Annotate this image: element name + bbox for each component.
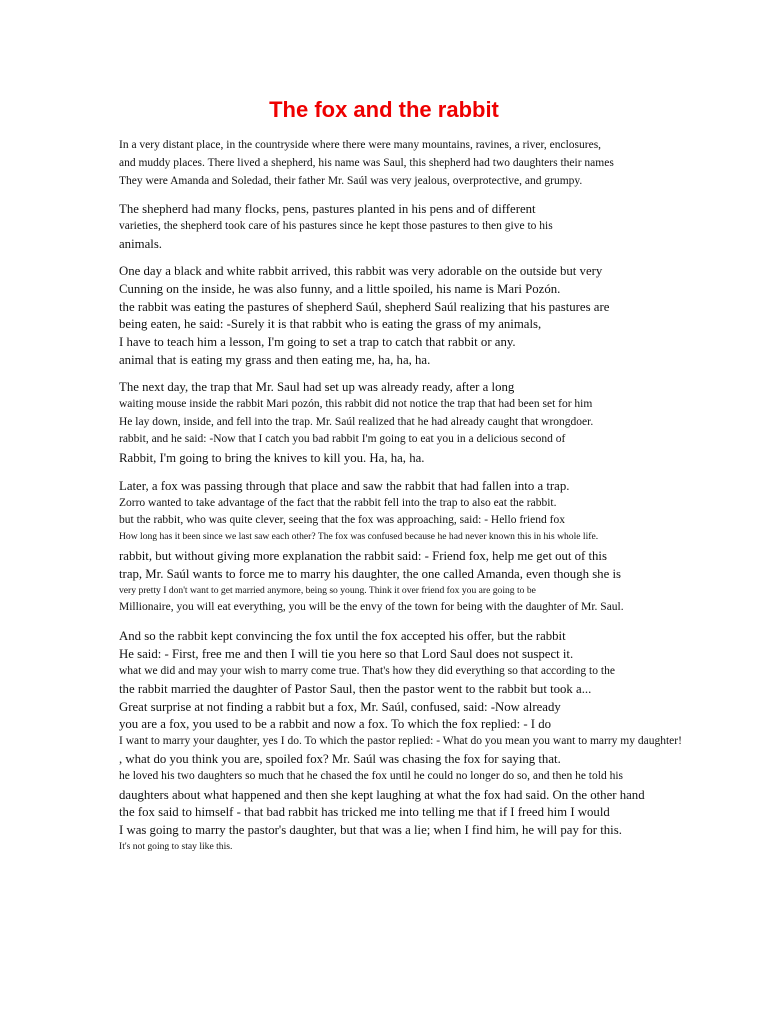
text-line: How long has it been since we last saw each other? The fox was confused because he had never known this in his whole life.	[119, 531, 599, 542]
text-line: Later, a fox was passing through that place and saw the rabbit that had fallen into a trap.	[119, 479, 570, 493]
document-title: The fox and the rabbit	[269, 97, 499, 122]
text-line: very pretty I don't want to get married anymore, being so young. Think it over friend fox you are going to be	[119, 585, 536, 596]
text-line: varieties, the shepherd took care of his pastures since he kept those pastures to then give to his	[119, 220, 553, 232]
text-line: Zorro wanted to take advantage of the fact that the rabbit fell into the trap to also eat the rabbit.	[119, 497, 557, 509]
text-line: the rabbit married the daughter of Pastor Saul, then the pastor went to the rabbit but took a...	[119, 682, 592, 696]
text-line: trap, Mr. Saúl wants to force me to marry his daughter, the one called Amanda, even though she is	[119, 567, 621, 581]
text-line: but the rabbit, who was quite clever, seeing that the fox was approaching, said: - Hello friend fox	[119, 514, 565, 526]
text-line: he loved his two daughters so much that he chased the fox until he could no longer do so, and then he told his	[119, 770, 623, 782]
text-line: waiting mouse inside the rabbit Mari pozón, this rabbit did not notice the trap that had been set for him	[119, 398, 593, 410]
text-line: and muddy places. There lived a shepherd, his name was Saul, this shepherd had two daughters their names	[119, 157, 614, 169]
text-line: you are a fox, you used to be a rabbit and now a fox. To which the fox replied: - I do	[119, 717, 552, 731]
text-line: It's not going to stay like this.	[119, 841, 233, 852]
text-line: animal that is eating my grass and then eating me, ha, ha, ha.	[119, 353, 431, 367]
text-line: The shepherd had many flocks, pens, pastures planted in his pens and of different	[119, 202, 536, 216]
text-line: being eaten, he said: -Surely it is that rabbit who is eating the grass of my animals,	[119, 317, 542, 331]
text-line: Great surprise at not finding a rabbit but a fox, Mr. Saúl, confused, said: -Now already	[119, 700, 561, 714]
text-line: the rabbit was eating the pastures of shepherd Saúl, shepherd Saúl realizing that his pastures are	[119, 300, 610, 314]
text-line: He said: - First, free me and then I will tie you here so that Lord Saul does not suspect it.	[119, 647, 574, 661]
text-line: Millionaire, you will eat everything, you will be the envy of the town for being with the daughter of Mr. Saul.	[119, 601, 624, 613]
text-line: Rabbit, I'm going to bring the knives to kill you. Ha, ha, ha.	[119, 451, 425, 465]
text-line: rabbit, but without giving more explanation the rabbit said: - Friend fox, help me get out of this	[119, 549, 607, 563]
text-line: The next day, the trap that Mr. Saul had set up was already ready, after a long	[119, 380, 515, 394]
text-line: Cunning on the inside, he was also funny, and a little spoiled, his name is Mari Pozón.	[119, 282, 561, 296]
text-line: I have to teach him a lesson, I'm going to set a trap to catch that rabbit or any.	[119, 335, 516, 349]
text-line: what we did and may your wish to marry come true. That's how they did everything so that according to the	[119, 665, 615, 677]
text-line: rabbit, and he said: -Now that I catch you bad rabbit I'm going to eat you in a delicious second of	[119, 433, 566, 445]
text-line: And so the rabbit kept convincing the fox until the fox accepted his offer, but the rabbit	[119, 629, 566, 643]
text-line: In a very distant place, in the countryside where there were many mountains, ravines, a river, enclosures,	[119, 139, 602, 151]
text-line: They were Amanda and Soledad, their father Mr. Saúl was very jealous, overprotective, and grumpy.	[119, 175, 583, 187]
text-line: I was going to marry the pastor's daughter, but that was a lie; when I find him, he will pay for this.	[119, 823, 622, 837]
text-line: I want to marry your daughter, yes I do. To which the pastor replied: - What do you mean you want to marry my daughter!	[119, 735, 682, 747]
text-line: , what do you think you are, spoiled fox? Mr. Saúl was chasing the fox for saying that.	[119, 752, 561, 766]
text-line: animals.	[119, 237, 163, 251]
text-line: One day a black and white rabbit arrived, this rabbit was very adorable on the outside but very	[119, 264, 603, 278]
text-line: He lay down, inside, and fell into the trap. Mr. Saúl realized that he had already caught that wrongdoer.	[119, 416, 594, 428]
text-line: daughters about what happened and then she kept laughing at what the fox had said. On the other hand	[119, 788, 645, 802]
text-line: the fox said to himself - that bad rabbit has tricked me into telling me that if I freed him I would	[119, 805, 610, 819]
